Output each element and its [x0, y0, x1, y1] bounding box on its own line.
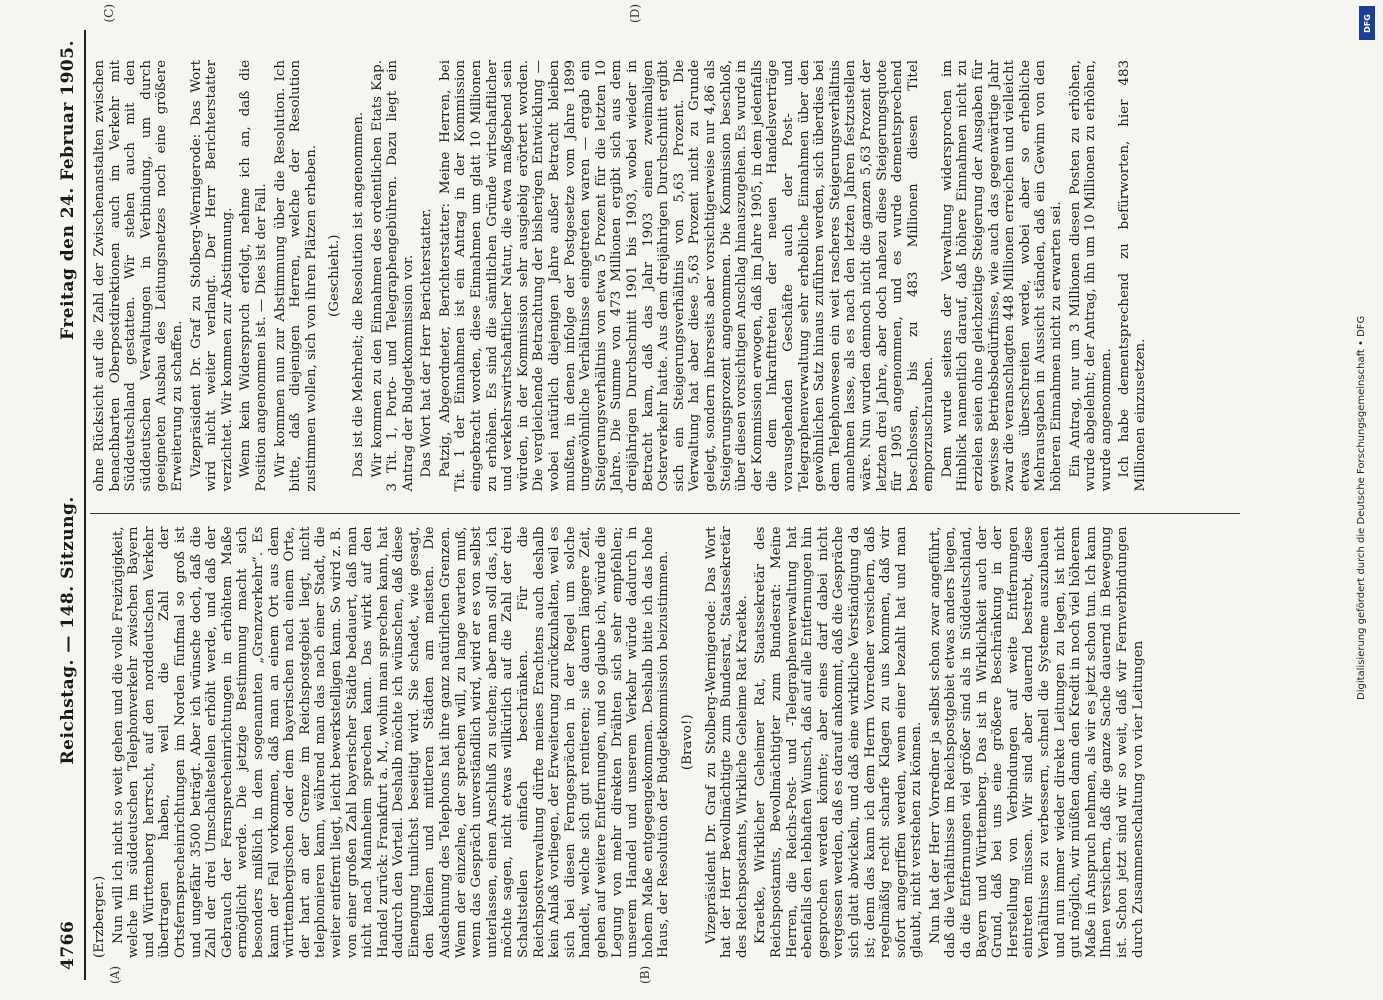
header-date: Freitag den 24. Februar 1905. [58, 40, 78, 340]
geschieht-interjection: (Geschieht.) [327, 234, 343, 318]
text-columns [90, 4, 1240, 984]
result-paragraph-2: Wir kommen zu den Einnahmen des ordentlichen Etats Kap. 3 Tit. 1, Porto- und Telegraphengebühren. Dazu liegt ein Antrag der Budgetkommission vor. [369, 60, 416, 492]
vote-paragraph-2: Wir kommen nun zur Abstimmung über die Resolution. Ich bitte, daß diejenigen Herren, welche der Resolution zustimmen wollen, sich von ihren Plätzen erheben. [272, 60, 319, 492]
margin-marker-b: (B) [638, 965, 652, 984]
patzig-paragraph-4: Ich habe dementsprechend zu befürworten, hier 483 Millionen einzusetzen. [1117, 60, 1148, 492]
margin-marker-d: (D) [628, 4, 642, 23]
margin-marker-a: (A) [108, 965, 122, 984]
patzig-paragraph-2: Dem wurde seitens der Verwaltung widersprochen im Hinblick namentlich darauf, daß höhere Einnahmen nicht zu erzielen seien ohne gleichzeitige Steigerung der Ausgaben für gewisse Betriebsbedürfnisse, wie auch das gegenwärtige Jahr zwar die veranschlagten 448 Millionen erreichen und vielleicht etwas überschreiten werde, wobei aber so erhebliche Mehrausgaben in Aussicht ständen, daß ein Gewinn von den höheren Einnahmen nicht zu erwarten sei. [939, 60, 1065, 492]
vice-president-statement-2: Vizepräsident Dr. Graf zu Stolberg-Wernigerode: Das Wort wird nicht weiter verlangt. Der Herr Berichterstatter verzichtet. Wir kommen zur Abstimmung. [188, 60, 235, 492]
watermark-text: Digitalisierung gefördert durch die Deutsche Forschungsgemeinschaft • DFG [1356, 315, 1367, 700]
page-header [58, 30, 86, 980]
vice-president-statement-1: Vizepräsident Dr. Graf zu Stolberg-Wernigerode: Das Wort hat der Herr Bevollmächtigte zum Bundesrat, Staatssekretär des Reichspostamts, Wirkliche Geheime Rat Kraetke. [703, 526, 750, 958]
kraetke-paragraph-2: Nun hat der Herr Vorredner ja selbst schon zwar angeführt, daß die Verhältnisse im Reichspostgebiet etwas anders liegen, da die Entfernungen viel größer sind als in Süddeutschland, Bayern und Württemberg. Das ist in Wirklichkeit auch der Grund, daß bei uns eine größere Beschränkung in der Herstellung von Verbindungen auf weite Entfernungen eintreten müssen. Wir sind aber dauernd bestrebt, diese Verhältnisse zu verbessern, schnell die Systeme auszubauen und nun immer wieder direkte Leitungen zu legen, ist nicht gut möglich, wir müßten dann den Kredit in noch viel höherem Maße in Anspruch nehmen, als wir es jetzt schon tun. Ich kann Ihnen versichern, daß die ganze Sache dauernd in Bewegung ist. Schon jetzt sind wir so weit, daß wir Fernverbindungen durch Zusammenschaltung von vier Leitungen [927, 526, 1146, 958]
erzberger-paragraph: Nun will ich nicht so weit gehen und die volle Freizügigkeit, welche im süddeutschen Telephonverkehr zwischen Bayern und Württemberg herrscht, auf den norddeutschen Verkehr übertragen haben, weil die Zahl der Ortsfernsprecheinrichtungen im Norden fünfmal so groß ist und ungefähr 3500 beträgt. Aber ich wünsche doch, daß die Zahl der drei Umschaltestellen erhöht werde, und daß der Gebrauch der Fernsprecheinrichtungen in erhöhtem Maße ermöglicht werde. Die jetzige Bestimmung macht sich besonders mißlich in dem sogenannten „Grenzverkehr“. Es kann der Fall vorkommen, daß man an einem Ort aus dem württembergischen oder dem bayerischen nach einem Orte, der hart an der Grenze im Reichspostgebiet liegt, nicht telephonieren kann, während man das nach einer Stadt, die weiter entfernt liegt, leicht bewerkstelligen kann. So wird z. B. von einer großen Zahl bayerischer Städte bedauert, daß man nicht nach Mannheim sprechen kann. Das wirkt auf den Handel zurück: Frankfurt a. M., wohin man sprechen kann, hat dadurch den Vorteil. Deshalb möchte ich wünschen, daß diese Einengung tunlichst beseitigt wird. Sie schadet, wie gesagt, den kleinen und mittleren Städten am meisten. Die Ausdehnung des Telephons hat ihre ganz natürlichen Grenzen. Wenn der einzelne, der sprechen will, zu lange warten muß, wenn das Gespräch unverständlich wird, wird er es von selbst unterlassen, einen Anschluß zu suchen; aber man soll das, ich möchte sagen, nicht etwas willkürlich auf die Zahl der drei Schaltstellen einfach beschränken. Für die Reichspostverwaltung dürfte meines Erachtens auch deshalb kein Anlaß vorliegen, der Erweiterung zurückzuhalten, weil es sich bei diesen Ferngesprächen in der Regel um solche handelt, welche sich gut rentieren; sie dauern längere Zeit, gehen auf weitere Entfernungen, und so glaube ich, würde die Legung von mehr direkten Drähten sich sehr empfehlen; unserem Handel und unserem Verkehr würde dadurch in hohem Maße entgegengekommen. Deshalb bitte ich das hohe Haus, der Resolution der Budgetkommission beizustimmen. [110, 526, 672, 958]
kraetke-continuation: ohne Rücksicht auf die Zahl der Zwischenanstalten zwischen benachbarten Oberpostdirektionen auch im Verkehr mit Süddeutschland gestatten. Wir stehen auch mit den süddeutschen Verwaltungen in Verbindung, um durch geeigneten Ausbau des Leitungsnetzes noch eine größere Erweiterung zu schaffen. [92, 60, 185, 492]
vote-paragraph-1: Wenn kein Widerspruch erfolgt, nehme ich an, daß die Position angenommen ist. — Dies ist der Fall. [238, 60, 269, 492]
bravo-interjection: (Bravo!) [679, 714, 695, 771]
result-paragraph-1: Das ist die Mehrheit; die Resolution ist angenommen. [350, 111, 366, 478]
right-column [90, 4, 1240, 514]
patzig-paragraph-1: Patzig, Abgeordneter, Berichterstatter: Meine Herren, bei Tit. 1 der Einnahmen ist ein Antrag in der Kommission eingebracht worden, diese Einnahmen um glatt 10 Millionen zu erhöhen. Es sind die sämtlichen Gründe wirtschaftlicher und verkehrswirtschaftlicher Natur, die etwa maßgebend sein würden, in der Kommission sehr ausgiebig erörtert worden. Die vergleichende Betrachtung der bisherigen Entwicklung — wobei natürlich diejenigen Jahre außer Betracht bleiben mußten, in denen infolge der Postgesetze vom Jahre 1899 ungewöhnliche Verhältnisse eingetreten waren — ergab ein Steigerungsverhältnis von etwa 5 Prozent für die letzten 10 Jahre. Die Summe von 473 Millionen ergibt sich aus dem dreijährigen Durchschnitt 1901 bis 1903, wobei wieder in Betracht kam, daß das Jahr 1903 einen zweimaligen Osterverkehr hatte. Aus dem dreijährigen Durchschnitt ergibt sich ein Steigerungsverhältnis von 5,63 Prozent. Die Verwaltung hat aber diese 5,63 Prozent nicht zu Grunde gelegt, sondern ihrerseits aber vorsichtigerweise nur 4,86 als Steigerungsprozent angenommen. Die Kommission beschloß, über diesen vorsichtigen Anschlag hinauszugehen. Es wurde in der Kommission erwogen, daß im Jahre 1905, in dem jedenfalls die dem Inkrafttreten der neuen Handelsverträge vorausgehenden Geschäfte auch der Post- und Telegraphenverwaltung sehr erhebliche Einnahmen über den gewöhnlichen Satz hinaus zuführen werden, sich überdies bei dem Telephonwesen ein weit rascheres Steigerungsverhältnis annehmen lasse, als es nach den letzten Jahren festzustellen wäre. Nun wurden dennoch nicht die ganzen 5,63 Prozent der letzten drei Jahre, aber doch nahezu diese Steigerungsquote für 1905 angenommen, und es wurde dementsprechend beschlossen, bis zu 483 Millionen diesen Titel emporzuschrauben. [437, 60, 937, 492]
margin-marker-c: (C) [102, 4, 116, 23]
digitization-watermark [1353, 0, 1375, 1000]
dfg-logo: DFG [1359, 6, 1375, 40]
left-column [90, 514, 1240, 984]
result-paragraph-3: Das Wort hat der Herr Berichterstatter. [419, 208, 435, 478]
header-session: Reichstag. — 148. Sitzung. [58, 496, 78, 765]
speaker-prefix: (Erzberger.) [92, 875, 107, 958]
page-number: 4766 [58, 920, 78, 970]
patzig-paragraph-3: Ein Antrag, nur um 3 Millionen diesen Posten zu erhöhen, wurde abgelehnt; der Antrag, ihn um 10 Millionen zu erhöhen, wurde angenommen. [1067, 60, 1114, 492]
kraetke-paragraph-1: Kraetke, Wirklicher Geheimer Rat, Staatssekretär des Reichspostamts, Bevollmächtigter zum Bundesrat: Meine Herren, die Reichs-Post- und -Telegraphenverwaltung hat ebenfalls den lebhaften Wunsch, daß auf alle Entfernungen hin gesprochen werden könnte; aber eines darf dabei nicht vergessen werden, daß es darauf ankommt, daß die Gespräche sich glatt abwickeln, und daß eine wirkliche Verständigung da ist; denn das kann ich dem Herrn Vorredner versichern, daß regelmäßig recht scharfe Klagen zu uns kommen, daß wir sofort angegriffen werden, wenn einer bezahlt hat und man glaubt, nicht verstehen zu können. [753, 526, 925, 958]
